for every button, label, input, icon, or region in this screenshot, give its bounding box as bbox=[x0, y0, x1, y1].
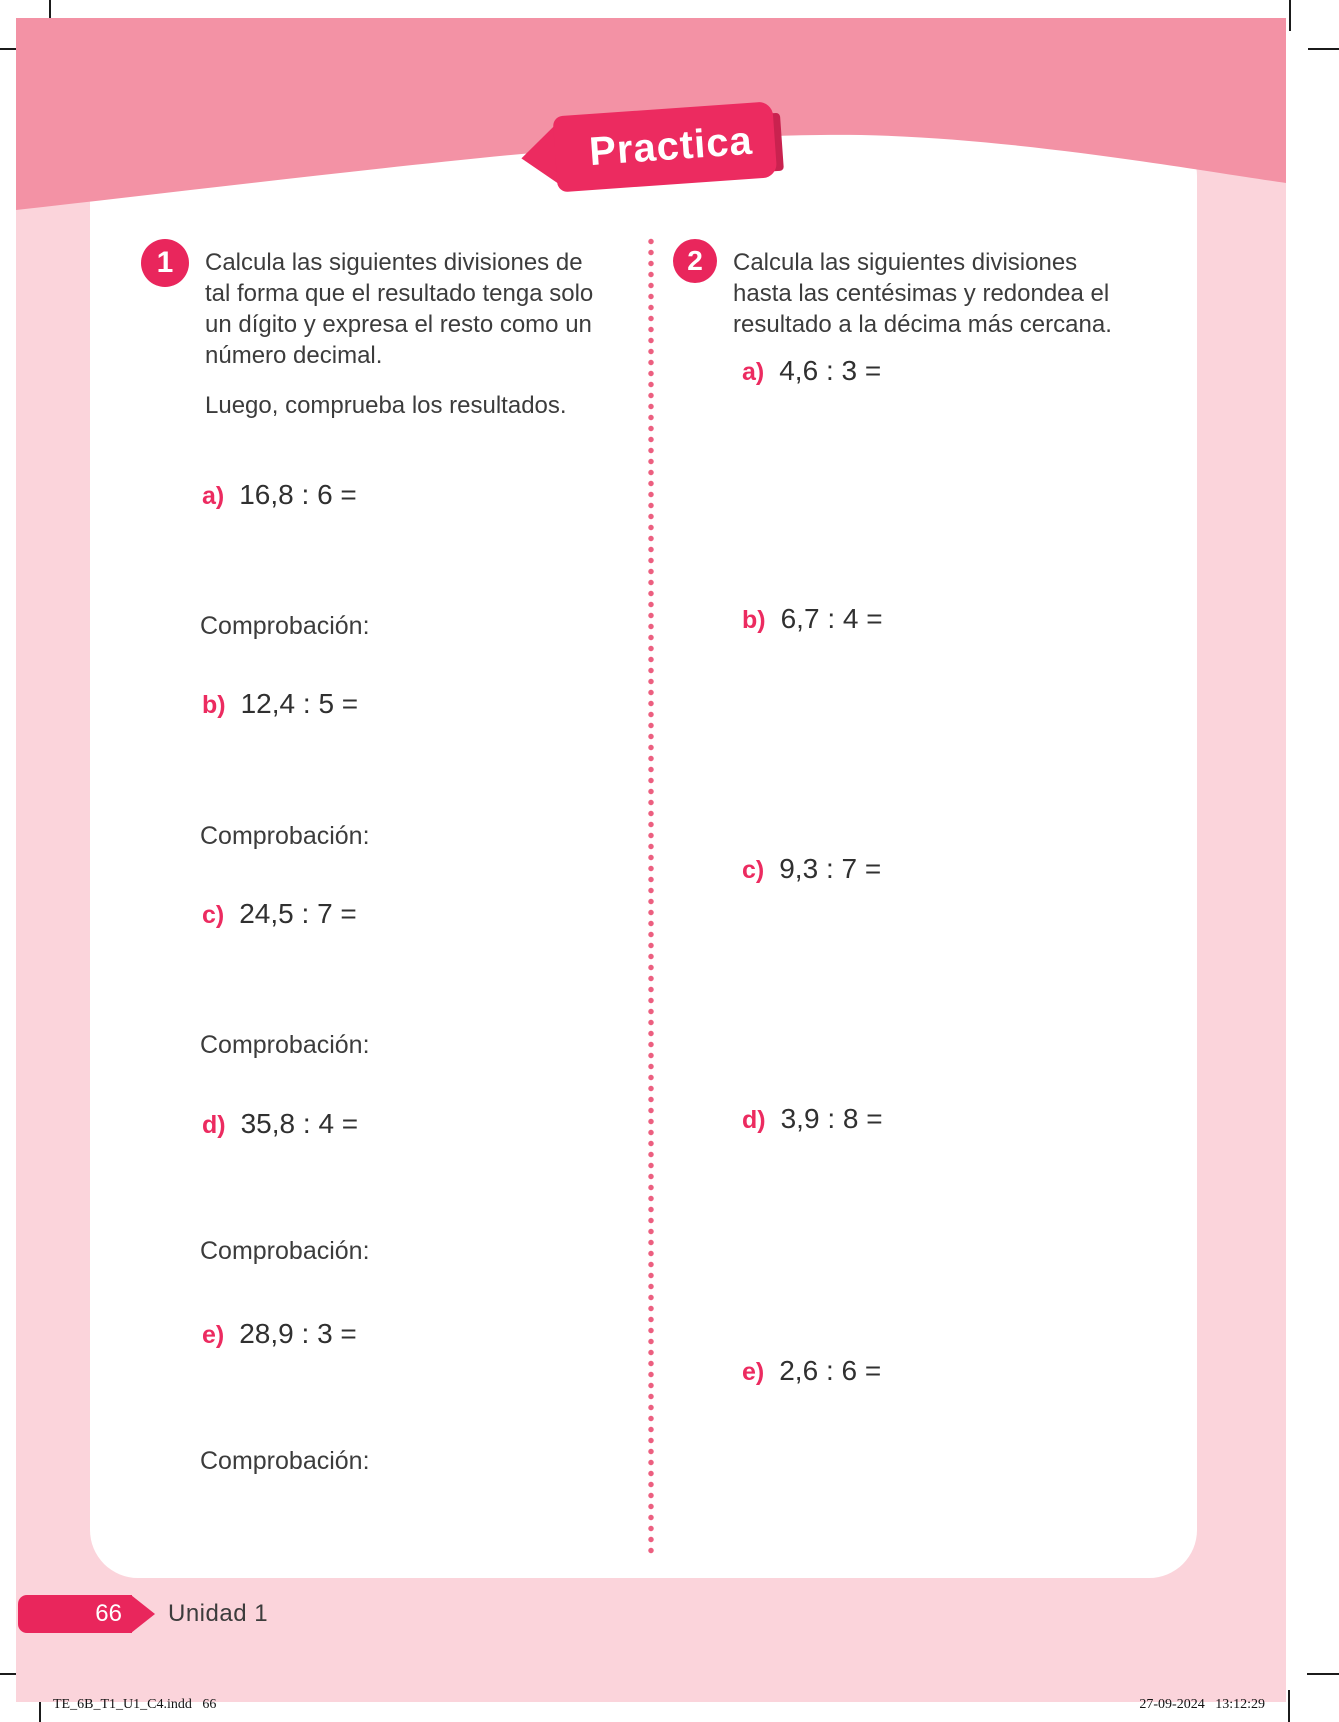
division-expression: 16,8 : 6 = bbox=[239, 479, 357, 510]
instruction-line: tal forma que el resultado tenga solo bbox=[205, 280, 594, 307]
exercise1-item-c bbox=[202, 898, 357, 930]
division-expression: 35,8 : 4 = bbox=[240, 1108, 359, 1139]
instruction-line: hasta las centésimas y redondea el bbox=[733, 280, 1110, 307]
check-label: Comprobación: bbox=[200, 1237, 370, 1265]
check-label: Comprobación: bbox=[200, 612, 370, 640]
exercise1-item-e bbox=[202, 1318, 357, 1350]
page-badge-arrow bbox=[131, 1595, 155, 1633]
unit-label: Unidad 1 bbox=[168, 1600, 269, 1627]
page-number-badge bbox=[18, 1595, 155, 1633]
division-expression: 2,6 : 6 = bbox=[779, 1355, 882, 1386]
division-expression: 3,9 : 8 = bbox=[780, 1103, 883, 1134]
division-expression: 24,5 : 7 = bbox=[239, 898, 357, 929]
item-label: a) bbox=[742, 358, 765, 386]
exercise1-item-a bbox=[202, 479, 357, 511]
exercise2-item-b bbox=[742, 603, 883, 635]
exercise1-note: Luego, comprueba los resultados. bbox=[205, 392, 567, 419]
page-number: 66 bbox=[18, 1595, 132, 1633]
instruction-line: número decimal. bbox=[205, 342, 383, 369]
exercise2-item-a bbox=[742, 355, 881, 387]
division-expression: 6,7 : 4 = bbox=[780, 603, 883, 634]
instruction-line: Calcula las siguientes divisiones de bbox=[205, 249, 583, 276]
item-label: d) bbox=[742, 1106, 766, 1134]
item-label: e) bbox=[202, 1321, 225, 1349]
crop-mark bbox=[1288, 1690, 1290, 1722]
instruction-line: Calcula las siguientes divisiones bbox=[733, 249, 1078, 276]
exercise1-number-badge: 1 bbox=[141, 239, 189, 287]
instruction-line: resultado a la décima más cercana. bbox=[733, 311, 1112, 338]
division-expression: 12,4 : 5 = bbox=[240, 688, 359, 719]
check-label: Comprobación: bbox=[200, 1447, 370, 1475]
item-label: c) bbox=[742, 856, 765, 884]
check-label: Comprobación: bbox=[200, 1031, 370, 1059]
item-label: b) bbox=[202, 691, 226, 719]
crop-mark bbox=[1289, 0, 1291, 31]
exercise1-instructions bbox=[205, 247, 625, 371]
item-label: c) bbox=[202, 901, 225, 929]
item-label: e) bbox=[742, 1358, 765, 1386]
banner-label: Practica bbox=[587, 118, 755, 174]
exercise2-item-d bbox=[742, 1103, 883, 1135]
exercise2-item-c bbox=[742, 853, 881, 885]
division-expression: 28,9 : 3 = bbox=[239, 1318, 357, 1349]
check-label: Comprobación: bbox=[200, 822, 370, 850]
division-expression: 4,6 : 3 = bbox=[779, 355, 882, 386]
page-background bbox=[16, 18, 1286, 1702]
item-label: b) bbox=[742, 606, 766, 634]
item-label: a) bbox=[202, 482, 225, 510]
exercise2-number-badge: 2 bbox=[673, 239, 717, 283]
crop-mark bbox=[1308, 48, 1339, 50]
item-label: d) bbox=[202, 1111, 226, 1139]
exercise1-item-b bbox=[202, 688, 358, 720]
exercise2-item-e bbox=[742, 1355, 881, 1387]
exercise1-item-d bbox=[202, 1108, 358, 1140]
crop-mark bbox=[1307, 1673, 1339, 1675]
print-date-label: 27-09-2024 13:12:29 bbox=[1139, 1697, 1265, 1712]
print-file-label: TE_6B_T1_U1_C4.indd 66 bbox=[53, 1697, 217, 1712]
division-expression: 9,3 : 7 = bbox=[779, 853, 882, 884]
dotted-divider bbox=[648, 238, 654, 1556]
exercise2-instructions bbox=[733, 247, 1173, 340]
instruction-line: un dígito y expresa el resto como un bbox=[205, 311, 592, 338]
